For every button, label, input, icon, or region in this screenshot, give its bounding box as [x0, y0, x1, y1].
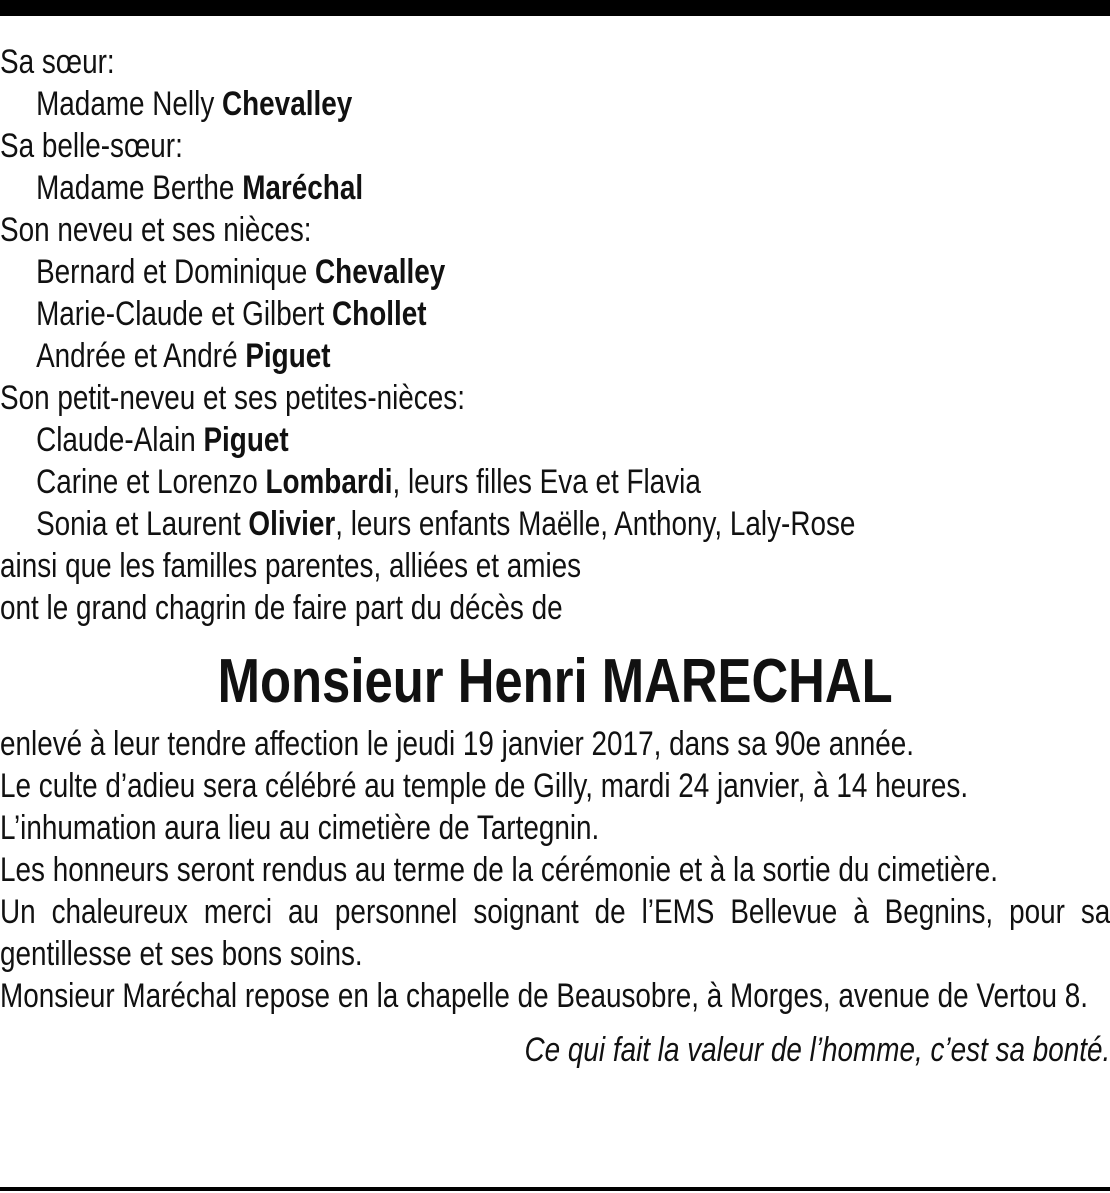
member-children: , leurs enfants Maëlle, Anthony, Laly-Rose [335, 505, 856, 543]
given-names: Madame Berthe [36, 169, 243, 207]
family-member [0, 461, 1110, 503]
paragraph: L’inhumation aura lieu au cimetière de Tartegnin. [0, 809, 600, 847]
member-children: , leurs filles Eva et Flavia [392, 463, 701, 501]
family-member [0, 335, 1110, 377]
family-member [0, 167, 1110, 209]
relation-label: Son petit-neveu et ses petites-nièces: [0, 379, 465, 417]
surname: Maréchal [242, 169, 364, 207]
family-member [0, 419, 1110, 461]
given-names: Bernard et Dominique [36, 253, 316, 291]
bottom-rule [0, 1187, 1110, 1191]
given-names: Madame Nelly [36, 85, 223, 123]
paragraph: Le culte d’adieu sera célébré au temple de Gilly, mardi 24 janvier, à 14 heures. [0, 767, 969, 805]
closing-line: ainsi que les familles parentes, alliées et amies [0, 547, 582, 585]
top-rule [0, 0, 1110, 16]
surname: Chevalley [222, 85, 353, 123]
relation-label: Son neveu et ses nièces: [0, 211, 312, 249]
surname: Lombardi [265, 463, 393, 501]
family-section [0, 41, 1110, 629]
given-names: Carine et Lorenzo [36, 463, 266, 501]
family-member [0, 251, 1110, 293]
given-names: Marie-Claude et Gilbert [36, 295, 333, 333]
given-names: Andrée et André [36, 337, 246, 375]
closing-line: ont le grand chagrin de faire part du décès de [0, 589, 563, 627]
family-member [0, 83, 1110, 125]
relation-label: Sa belle-sœur: [0, 127, 183, 165]
closing-quote: Ce qui fait la valeur de l’homme, c’est sa bonté. [524, 1031, 1110, 1069]
given-names: Claude-Alain [36, 421, 204, 459]
family-member [0, 293, 1110, 335]
details-section [0, 723, 1110, 1017]
surname: Chevalley [315, 253, 446, 291]
given-names: Sonia et Laurent [36, 505, 249, 543]
paragraph: Les honneurs seront rendus au terme de la cérémonie et à la sortie du cimetière. [0, 851, 999, 889]
relation-label: Sa sœur: [0, 43, 115, 81]
surname: Chollet [332, 295, 427, 333]
paragraph: Monsieur Maréchal repose en la chapelle de Beausobre, à Morges, avenue de Vertou 8. [0, 977, 1089, 1015]
surname: Olivier [248, 505, 336, 543]
obituary-notice [0, 41, 1110, 1071]
family-member [0, 503, 1110, 545]
deceased-name: Monsieur Henri MARECHAL [217, 647, 893, 716]
surname: Piguet [203, 421, 289, 459]
paragraph: enlevé à leur tendre affection le jeudi 19 janvier 2017, dans sa 90e année. [0, 725, 915, 763]
paragraph: Un chaleureux merci au personnel soignant de l’EMS Bellevue à Begnins, pour sa gentillesse et ses bons soins. [0, 893, 1110, 973]
surname: Piguet [245, 337, 331, 375]
